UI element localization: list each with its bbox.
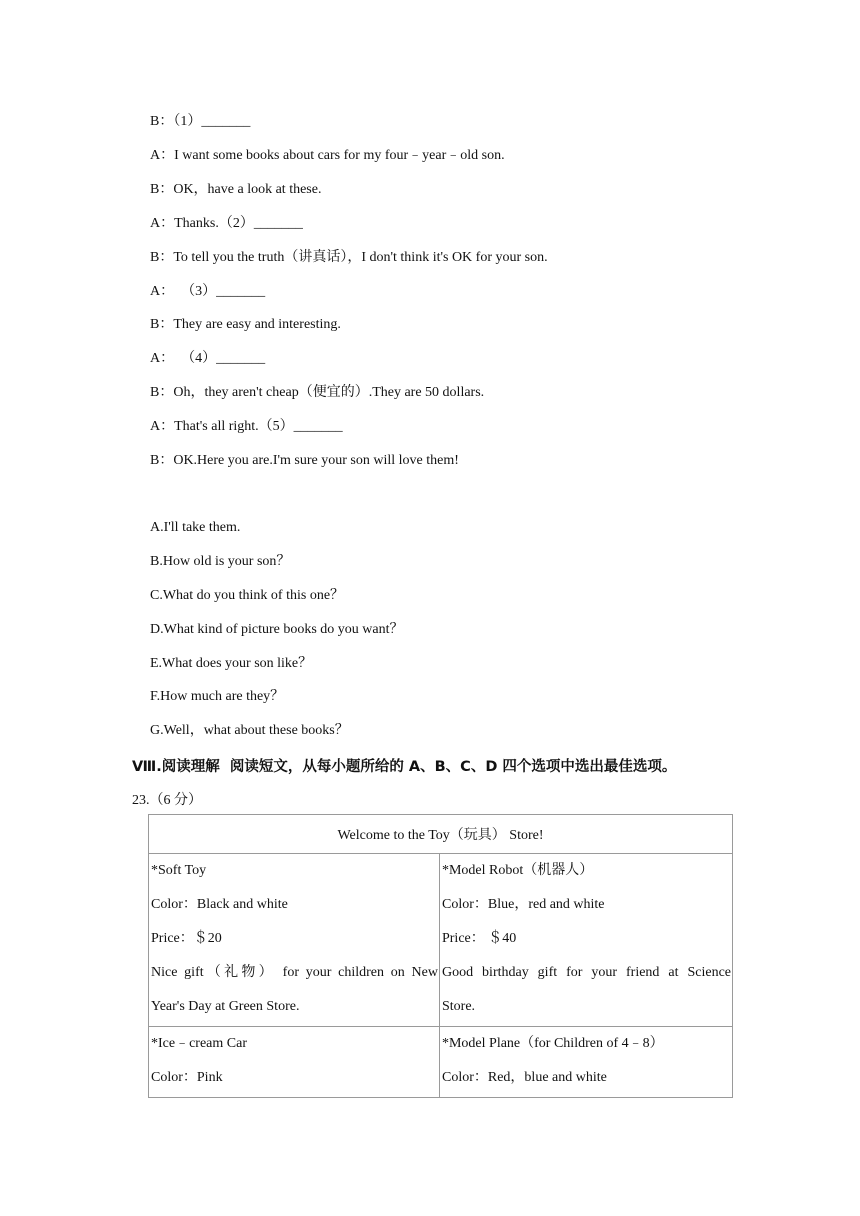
dialogue-line: A：That's all right.（5）_______ bbox=[150, 419, 343, 434]
item-description: Good birthday gift for your friend at Science bbox=[441, 965, 731, 980]
option-item: E.What does your son like？ bbox=[150, 656, 313, 671]
option-item: B.How old is your son？ bbox=[150, 554, 291, 569]
model-robot-cell bbox=[439, 854, 732, 1027]
item-name: *Model Plane（for Children of 4﹣8） bbox=[441, 1036, 664, 1051]
table-header: Welcome to the Toy（玩具） Store! bbox=[149, 815, 733, 854]
item-color: Color：Black and white bbox=[151, 897, 288, 912]
dialogue-line: A：I want some books about cars for my four﹣year﹣old son. bbox=[150, 148, 505, 163]
model-plane-cell bbox=[439, 1027, 732, 1098]
option-item: F.How much are they？ bbox=[150, 689, 285, 704]
item-price: Price： ＄40 bbox=[441, 931, 517, 946]
dialogue-line: B：OK，have a look at these. bbox=[150, 182, 322, 197]
item-name: *Ice﹣cream Car bbox=[151, 1036, 247, 1051]
soft-toy-cell bbox=[149, 854, 440, 1027]
item-color: Color：Pink bbox=[151, 1070, 223, 1085]
item-color: Color：Red，blue and white bbox=[441, 1070, 607, 1085]
option-item: D.What kind of picture books do you want？ bbox=[150, 622, 404, 637]
ice-cream-car-cell bbox=[149, 1027, 440, 1098]
dialogue-line: B：（1）_______ bbox=[150, 114, 251, 129]
question-label: 23.（6 分） bbox=[132, 793, 202, 808]
dialogue-line: B：To tell you the truth（讲真话），I don't think it's OK for your son. bbox=[150, 250, 548, 265]
dialogue-line: A： （4）_______ bbox=[150, 351, 266, 366]
option-item: G.Well，what about these books？ bbox=[150, 723, 349, 738]
item-name: *Soft Toy bbox=[151, 863, 207, 878]
item-description: Store. bbox=[441, 999, 476, 1014]
dialogue-line: A： （3）_______ bbox=[150, 284, 266, 299]
dialogue-line: B：Oh，they aren't cheap（便宜的）.They are 50 dollars. bbox=[150, 385, 485, 400]
section-heading: Ⅷ.阅读理解 阅读短文，从每小题所给的 A、B、C、D 四个选项中选出最佳选项。 bbox=[132, 759, 677, 775]
dialogue-line: B：OK.Here you are.I'm sure your son will love them! bbox=[150, 453, 459, 468]
option-item: C.What do you think of this one？ bbox=[150, 588, 345, 603]
dialogue-line: A：Thanks.（2）_______ bbox=[150, 216, 303, 231]
toy-store-table bbox=[148, 814, 733, 1098]
option-item: A.I'll take them. bbox=[150, 520, 241, 535]
item-color: Color：Blue，red and white bbox=[441, 897, 605, 912]
item-name: *Model Robot（机器人） bbox=[441, 863, 594, 878]
dialogue-line: B：They are easy and interesting. bbox=[150, 317, 341, 332]
item-description: Nice gift（礼物） for your children on New bbox=[151, 965, 438, 980]
item-price: Price：＄20 bbox=[151, 931, 222, 946]
item-description: Year's Day at Green Store. bbox=[151, 999, 300, 1014]
